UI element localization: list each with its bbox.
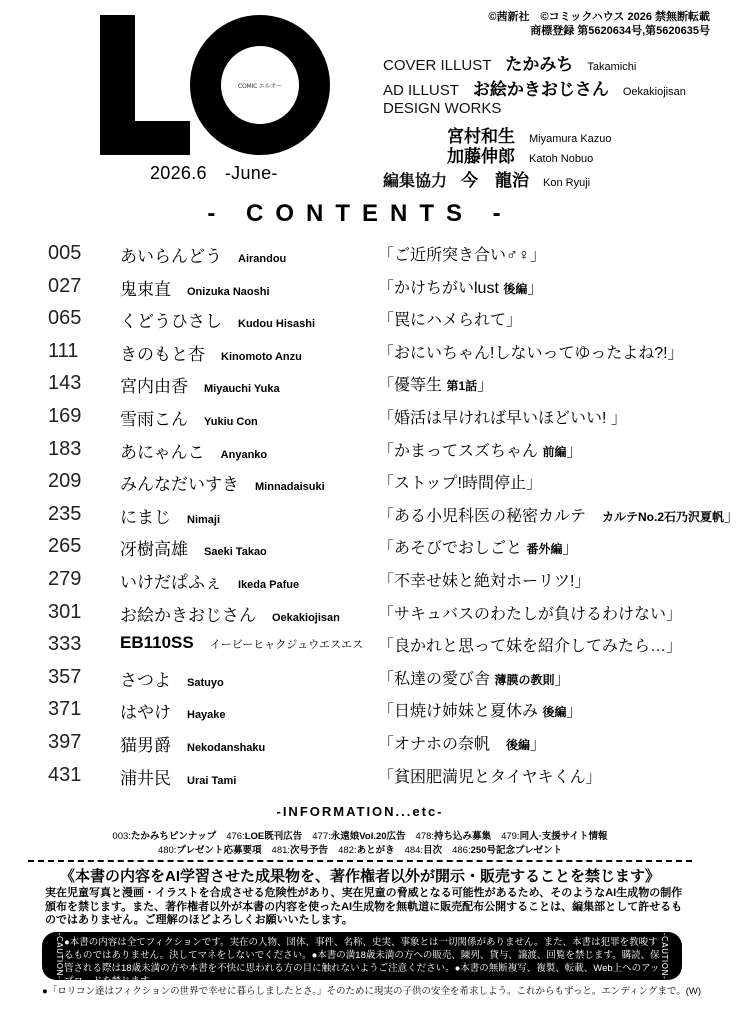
information-page: 476:	[226, 831, 245, 842]
toc-title-main: 「ストップ!時間停止」	[378, 475, 542, 493]
toc-author	[120, 535, 267, 560]
toc-author-name: 冴樹高雄	[120, 540, 188, 560]
toc-page-number: 027	[48, 274, 82, 297]
toc-author-romaji: Onizuka Naoshi	[187, 285, 270, 298]
toc-title-main: 「良かれと思って妹を紹介してみたら…」	[378, 638, 683, 656]
toc-entry	[0, 436, 720, 469]
toc-author	[120, 568, 299, 593]
toc-author-romaji: イービーヒャクジュウエスエス	[209, 639, 364, 652]
toc-page-number: 333	[48, 633, 82, 656]
toc-author-romaji: Nekodanshaku	[187, 741, 266, 754]
toc-story-title	[378, 568, 590, 591]
toc-author	[120, 470, 325, 495]
toc-entry	[0, 403, 720, 436]
toc-title-main: 「オナホの奈帆	[378, 735, 507, 753]
ai-notice-title: 《本書の内容をAI学習させた成果物を、著作権者以外が開示・販売することを禁じます》	[59, 868, 660, 885]
information-line-2	[0, 842, 720, 856]
toc-entry	[0, 338, 720, 371]
caution-text: ●本書の内容は全てフィクションです。実在の人物、団体、事件、名称、史実、事象とは一切関係がありません。また、本書は犯罪を教唆するものではありません。決してマネをしないでください。●本書の満18歳未満の方への販売、陳列、貸与、譲渡、回覧を禁じます。購読、保管される際は18歳未満の方や本書を不快に思われる方の目に触れないようご注意ください。●本書の無断複写、複製、転載、Web上へのアップロードを禁じます。	[64, 937, 660, 987]
caution-label-right: -CAUTION-	[660, 932, 670, 980]
toc-entry	[0, 664, 720, 697]
credit-romaji: Kon Ryuji	[543, 177, 591, 189]
information-item	[312, 831, 405, 842]
toc-author	[120, 438, 267, 463]
toc-entry	[0, 305, 720, 338]
information-label: 250号記念プレゼント	[470, 845, 563, 856]
toc-author-romaji: Oekakiojisan	[272, 611, 340, 624]
toc-page-number: 209	[48, 470, 82, 493]
toc-story-title	[378, 666, 570, 689]
toc-title-main: 「貧困肥満児とタイヤキくん」	[378, 768, 602, 786]
credit-name: お絵かきおじさん	[472, 80, 609, 99]
toc-author-romaji: Miyauchi Yuka	[204, 383, 280, 396]
information-label: 永遠娘Vol.20広告	[330, 831, 406, 842]
toc-page-number: 357	[48, 665, 82, 688]
toc-story-title	[378, 764, 602, 787]
information-page: 481:	[271, 845, 291, 856]
toc-author	[120, 601, 340, 626]
toc-page-number: 005	[48, 242, 82, 264]
credit-name: 今 龍治	[461, 171, 530, 190]
information-item	[226, 831, 302, 842]
information-label: あとがき	[356, 845, 395, 856]
toc-title-subtitle: カルテNo.2石乃沢夏帆	[602, 509, 725, 524]
information-item	[501, 831, 608, 842]
information-item	[338, 845, 395, 856]
toc-story-title	[378, 470, 542, 493]
toc-author-name: きのもと杏	[120, 344, 205, 364]
issue-year-month: 2026.6	[150, 163, 207, 183]
information-label: 次号予告	[290, 845, 329, 856]
credit-name: たかみち	[505, 55, 574, 74]
toc-title-main: 「私達の愛び舎	[378, 670, 495, 688]
toc-page-number: 169	[48, 404, 82, 427]
toc-author	[120, 372, 280, 397]
credit-role: DESIGN WORKS	[383, 100, 502, 117]
copyright-notice	[488, 10, 710, 38]
toc-author	[120, 242, 286, 267]
toc-story-title	[378, 307, 522, 330]
toc-author-name: くどうひさし	[120, 312, 222, 332]
information-page: 003:	[112, 831, 131, 842]
copyright-line-2: 商標登録 第5620634号,第5620635号	[530, 25, 710, 37]
toc-title-subtitle: 後編	[506, 737, 531, 752]
toc-title-main: 「かけちがいlust	[378, 279, 504, 297]
toc-title-close: 」	[554, 670, 571, 688]
toc-page-number: 143	[48, 372, 82, 395]
information-page: 479:	[501, 831, 520, 842]
logo-inner-text: COMIC エルオー	[238, 82, 282, 90]
toc-title-subtitle: 薄膜の教則	[494, 672, 555, 687]
toc-author-name: はやけ	[120, 703, 171, 723]
credit-ad	[383, 75, 686, 100]
toc-author-name: いけだぱふぇ	[120, 572, 222, 592]
toc-title-main: 「サキュバスのわたしが負けるわけない」	[378, 605, 683, 623]
toc-title-close: 」	[530, 735, 547, 753]
credit-romaji: Miyamura Kazuo	[529, 133, 612, 145]
information-page: 486:	[452, 845, 471, 856]
toc-page-number: 065	[48, 307, 82, 330]
toc-title-main: 「日焼け姉妹と夏休み	[378, 703, 543, 721]
toc-title-subtitle: 前編	[542, 444, 567, 459]
toc-page-number: 235	[48, 502, 82, 525]
toc-author	[120, 764, 236, 789]
toc-entry	[0, 566, 720, 599]
toc-entry	[0, 729, 720, 762]
toc-author-name: お絵かきおじさん	[120, 605, 256, 625]
credit-name: 宮村和生	[447, 127, 515, 146]
toc-story-title	[378, 698, 582, 721]
toc-title-main: 「ある小児科医の秘密カルテ	[378, 507, 603, 525]
toc-title-close: 」	[566, 703, 583, 721]
toc-author-name: 宮内由香	[120, 377, 188, 397]
credit-romaji: Takamichi	[587, 61, 637, 73]
caution-label-left: -CAUTION-	[54, 932, 64, 980]
toc-entry	[0, 468, 720, 501]
toc-author-name: にまじ	[120, 507, 171, 527]
information-item	[452, 845, 562, 856]
toc-story-title	[378, 503, 740, 526]
toc-entry	[0, 762, 720, 795]
information-line-1	[0, 828, 720, 842]
toc-title-main: 「優等生	[378, 377, 447, 395]
toc-title-subtitle: 後編	[542, 705, 567, 720]
toc-author-romaji: Kinomoto Anzu	[221, 350, 302, 363]
information-item	[158, 845, 262, 856]
toc-story-title	[378, 372, 493, 395]
contents-heading: - CONTENTS -	[207, 200, 513, 227]
toc-page-number: 431	[48, 763, 82, 786]
credit-romaji: Oekakiojisan	[622, 86, 686, 98]
information-label: LOE既刊広告	[244, 831, 303, 842]
credit-editorial	[383, 166, 686, 191]
toc-author-romaji: Minnadaisuki	[255, 481, 325, 494]
toc-author	[120, 340, 302, 365]
toc-author-romaji: Anyanko	[220, 448, 268, 461]
toc-author-romaji: Yukiu Con	[204, 415, 258, 428]
toc-author	[120, 275, 270, 300]
toc-author-name: あにゃんこ	[120, 442, 205, 462]
toc-page-number: 371	[48, 698, 82, 721]
toc-title-close: 」	[724, 507, 740, 525]
logo-letter-l	[100, 15, 190, 155]
toc-story-title	[378, 601, 682, 624]
toc-author-romaji: Kudou Hisashi	[238, 318, 316, 331]
toc-entry	[0, 696, 720, 729]
information-item	[272, 845, 329, 856]
toc-entry	[0, 599, 720, 632]
toc-author	[120, 307, 315, 332]
toc-author	[120, 503, 220, 528]
toc-story-title	[378, 340, 684, 363]
credit-design-member	[383, 122, 686, 146]
information-label: プレゼント応募要項	[176, 845, 262, 856]
issue-month-name: -June-	[224, 163, 278, 183]
toc-title-subtitle: 番外編	[526, 542, 563, 557]
toc-title-main: 「不幸せ妹と絶対ホーリツ!」	[378, 572, 591, 590]
toc-page-number: 111	[48, 339, 79, 362]
information-label: 目次	[423, 845, 443, 856]
toc-author	[120, 731, 265, 756]
information-label: 持ち込み募集	[434, 831, 492, 842]
magazine-logo	[100, 15, 330, 155]
toc-story-title	[378, 633, 682, 656]
credits-block	[383, 50, 686, 191]
ai-notice-body: 実在児童写真と漫画・イラストを合成させる危険性があり、実在児童の脅威となる可能性があるため、そのようなAI生成物の制作頒布を禁じます。また、著作権者以外が本書の内容を使ったAI生成物を無軌道に販売配布公開することは、編集部として許せるものではありません。ご理解のほどよろしくお願いいたします。	[45, 887, 683, 926]
toc-author	[120, 633, 363, 653]
toc-page-number: 279	[48, 567, 82, 590]
toc-author	[120, 405, 258, 430]
toc-story-title	[378, 405, 627, 428]
information-page: 484:	[404, 845, 424, 856]
credit-role: COVER ILLUST	[383, 57, 492, 74]
toc-page-number: 397	[48, 730, 82, 753]
copyright-line-1: ©茜新社 ©コミックハウス 2026 禁無断転載	[488, 11, 710, 23]
credit-design	[383, 100, 686, 122]
toc-entry	[0, 240, 720, 273]
toc-title-close: 」	[477, 377, 494, 395]
toc-author-name: あいらんどう	[120, 247, 222, 266]
credit-role: 編集協力	[383, 173, 448, 190]
toc-title-close: 」	[562, 540, 579, 558]
information-page: 477:	[312, 831, 331, 842]
toc-story-title	[378, 535, 578, 558]
information-item	[112, 831, 216, 842]
toc-author-name: 猫男爵	[120, 735, 171, 755]
toc-story-title	[378, 731, 546, 754]
footer-note: ●「ロリコン達はフィクションの世界で幸せに暮らしましたとさ。」そのために現実の子供の安全を希求しよう。これからもずっと。エンディングまで。(W)	[42, 986, 702, 997]
information-heading: -INFORMATION...etc-	[276, 804, 444, 819]
toc-author-name: みんなだいすき	[120, 475, 239, 495]
toc-author-name: 雪雨こん	[120, 409, 188, 429]
toc-author-romaji: Urai Tami	[187, 774, 237, 787]
credit-design-member	[383, 142, 686, 166]
toc-author	[120, 698, 226, 723]
toc-author-romaji: Airandou	[238, 253, 287, 265]
information-page: 480:	[157, 845, 177, 856]
toc-entry	[0, 370, 720, 403]
table-of-contents	[0, 240, 740, 794]
toc-title-main: 「罠にハメられて」	[378, 312, 523, 330]
toc-entry	[0, 501, 740, 534]
information-label: たかみちピンナップ	[130, 831, 217, 842]
toc-title-main: 「かまってスズちゃん	[378, 442, 543, 460]
toc-author-romaji: Ikeda Pafue	[238, 578, 300, 591]
toc-author-romaji: Saeki Takao	[204, 546, 267, 559]
toc-page-number: 265	[48, 535, 82, 558]
toc-title-subtitle: 第1話	[446, 379, 478, 394]
toc-story-title	[378, 242, 546, 265]
information-page: 482:	[338, 845, 357, 856]
information-label: 同人·支援サイト情報	[519, 831, 608, 842]
information-item	[416, 831, 492, 842]
toc-page-number: 301	[48, 600, 82, 623]
toc-entry	[0, 631, 720, 664]
credit-role: AD ILLUST	[383, 82, 459, 99]
toc-author-name: 浦井民	[120, 768, 171, 788]
toc-title-main: 「おにいちゃん!しないってゆったよね?!」	[378, 344, 684, 362]
toc-page-number: 183	[48, 437, 82, 460]
toc-author	[120, 666, 224, 691]
issue-date	[150, 163, 278, 184]
toc-author-romaji: Nimaji	[187, 513, 221, 526]
logo-letter-o	[190, 15, 330, 155]
dashed-divider	[28, 860, 692, 862]
toc-author-name: EB110SS	[120, 633, 194, 653]
toc-story-title	[378, 275, 543, 298]
toc-title-close: 」	[566, 442, 583, 460]
toc-entry	[0, 533, 720, 566]
toc-title-main: 「あそびでおしごと	[378, 540, 527, 558]
toc-title-close: 」	[527, 279, 544, 297]
toc-entry	[0, 273, 720, 306]
toc-author-romaji: Hayake	[187, 709, 226, 722]
information-item	[405, 845, 443, 856]
credit-cover	[383, 50, 686, 75]
toc-title-subtitle: 後編	[503, 281, 528, 296]
toc-author-romaji: Satuyo	[187, 676, 224, 689]
information-page: 478:	[415, 831, 435, 842]
toc-author-name: 鬼束直	[120, 279, 171, 299]
toc-story-title	[378, 438, 582, 461]
credit-romaji: Katoh Nobuo	[529, 153, 594, 165]
credit-name: 加藤伸郎	[447, 147, 515, 166]
toc-title-main: 「婚活は早ければ早いほどいい! 」	[378, 409, 627, 427]
caution-box	[42, 932, 682, 987]
toc-author-name: さつよ	[120, 670, 171, 690]
toc-title-main: 「ご近所突き合い♂♀」	[378, 247, 547, 264]
